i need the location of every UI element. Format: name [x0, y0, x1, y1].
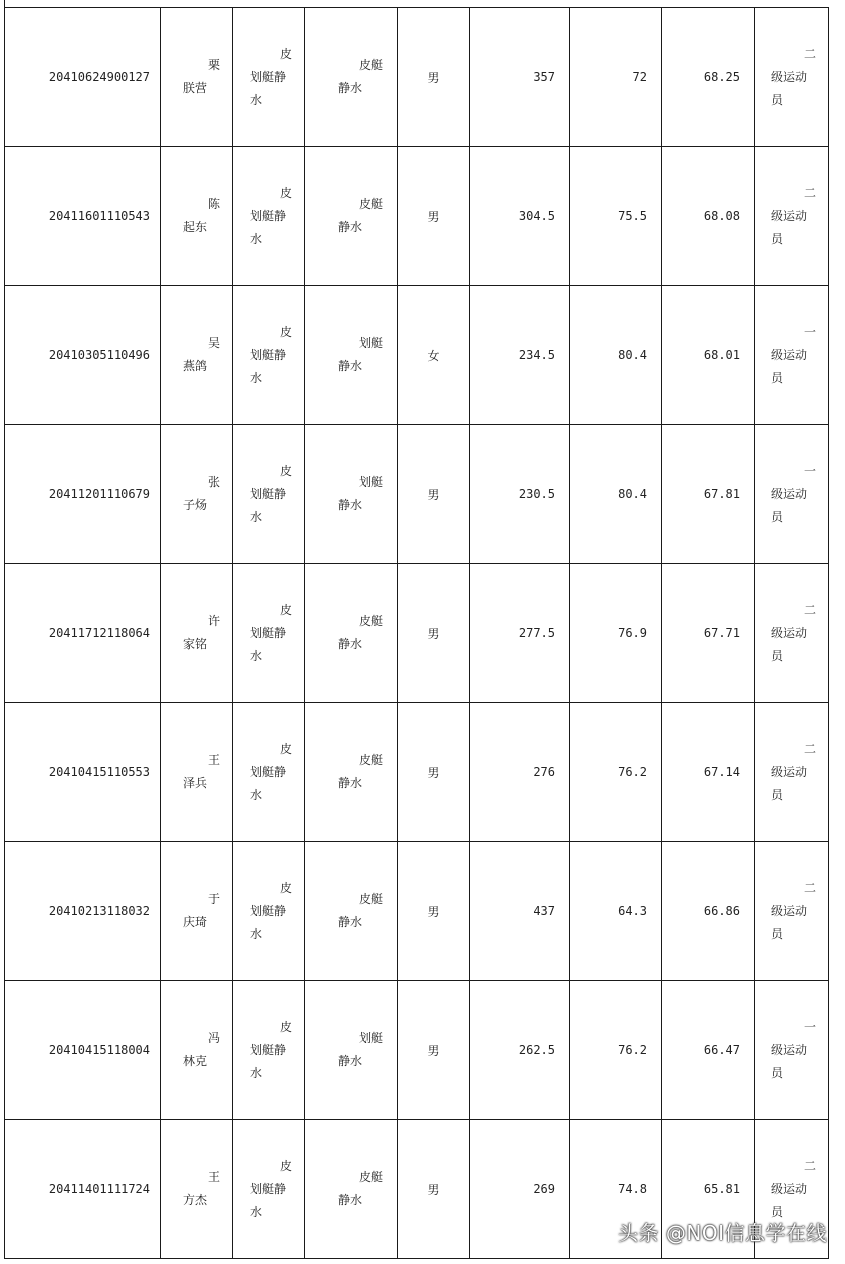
- cell-score: 234.5: [470, 286, 570, 425]
- cell-mark: 76.9: [570, 564, 662, 703]
- cell-category-line: 皮艇: [358, 1170, 383, 1184]
- cell-category-line: 静水: [338, 359, 363, 373]
- cell-event: [233, 842, 305, 981]
- cell-gender: 男: [398, 147, 470, 286]
- cell-event: [233, 425, 305, 564]
- cell-category: [305, 286, 398, 425]
- cell-total: 67.81: [662, 425, 755, 564]
- cell-level-line: 一: [803, 1019, 816, 1034]
- cell-event-line: 划艇静: [250, 1181, 287, 1196]
- cell-level-line: 一: [803, 324, 816, 339]
- cell-category-line: 静水: [338, 1193, 363, 1207]
- cell-name-line: 张: [207, 475, 220, 489]
- cell-total: 66.86: [662, 842, 755, 981]
- cell-event-line: 皮: [279, 880, 292, 895]
- cell-category-line: 静水: [338, 220, 363, 234]
- cell-total: 68.01: [662, 286, 755, 425]
- cell-name: [161, 425, 233, 564]
- cell-name-line: 王: [207, 753, 220, 767]
- cell-total: 65.81: [662, 1120, 755, 1259]
- table-body: [5, 8, 829, 1259]
- cell-mark: 80.4: [570, 286, 662, 425]
- cell-level-line: 级运动: [771, 347, 808, 362]
- cell-level-line: 级运动: [771, 1042, 808, 1057]
- cell-name: [161, 703, 233, 842]
- cell-gender: 男: [398, 8, 470, 147]
- cell-event-line: 皮: [279, 1019, 292, 1034]
- cell-level-line: 级运动: [771, 69, 808, 84]
- cell-total: 68.08: [662, 147, 755, 286]
- cell-event-line: 水: [250, 92, 263, 107]
- cell-event-line: 皮: [279, 324, 292, 339]
- cell-level-line: 员: [771, 1204, 784, 1219]
- cell-id: 20410415110553: [5, 703, 161, 842]
- cell-score: 437: [470, 842, 570, 981]
- cell-name-line: 冯: [207, 1031, 220, 1045]
- table-row: [5, 564, 829, 703]
- cell-score: 262.5: [470, 981, 570, 1120]
- cell-category: [305, 425, 398, 564]
- cell-id: 20410213118032: [5, 842, 161, 981]
- cell-mark: 64.3: [570, 842, 662, 981]
- table-row: [5, 703, 829, 842]
- watermark: 头条 @NOI信息学在线: [618, 1221, 827, 1245]
- cell-name: [161, 1120, 233, 1259]
- cell-event-line: 水: [250, 1065, 263, 1080]
- cell-level-line: 员: [771, 787, 784, 802]
- cell-name: [161, 842, 233, 981]
- cell-category: [305, 147, 398, 286]
- cell-name-line: 子炀: [183, 498, 208, 512]
- cell-name-line: 林克: [183, 1054, 208, 1068]
- cell-level: [755, 703, 829, 842]
- cell-event: [233, 1120, 305, 1259]
- cell-event-line: 划艇静: [250, 347, 287, 362]
- cell-event: [233, 564, 305, 703]
- cell-gender: 男: [398, 564, 470, 703]
- cell-category: [305, 703, 398, 842]
- cell-level-line: 员: [771, 1065, 784, 1080]
- cell-name: [161, 564, 233, 703]
- cell-event-line: 划艇静: [250, 208, 287, 223]
- cell-category: [305, 8, 398, 147]
- cell-name: [161, 286, 233, 425]
- cell-name-line: 栗: [207, 58, 220, 72]
- athlete-results-table: [4, 7, 829, 1259]
- cell-id: 20411401111724: [5, 1120, 161, 1259]
- cell-name-line: 陈: [207, 197, 220, 211]
- cell-category: [305, 981, 398, 1120]
- cell-level-line: 级运动: [771, 764, 808, 779]
- cell-category: [305, 564, 398, 703]
- cell-event-line: 水: [250, 926, 263, 941]
- cell-category-line: 皮艇: [358, 892, 383, 906]
- cell-event-line: 水: [250, 370, 263, 385]
- cell-event-line: 皮: [279, 46, 292, 61]
- table-top-edge: [4, 0, 829, 7]
- cell-event-line: 皮: [279, 463, 292, 478]
- cell-event-line: 水: [250, 1204, 263, 1219]
- cell-mark: 72: [570, 8, 662, 147]
- cell-level: [755, 8, 829, 147]
- cell-category-line: 划艇: [358, 336, 383, 350]
- cell-name-line: 方杰: [183, 1193, 208, 1207]
- cell-id: 20410624900127: [5, 8, 161, 147]
- cell-total: 66.47: [662, 981, 755, 1120]
- cell-event-line: 划艇静: [250, 625, 287, 640]
- cell-level-line: 级运动: [771, 625, 808, 640]
- cell-event-line: 划艇静: [250, 1042, 287, 1057]
- cell-total: 68.25: [662, 8, 755, 147]
- cell-event-line: 水: [250, 509, 263, 524]
- cell-event: [233, 703, 305, 842]
- cell-level-line: 级运动: [771, 486, 808, 501]
- cell-id: 20411712118064: [5, 564, 161, 703]
- cell-level-line: 员: [771, 370, 784, 385]
- cell-event-line: 皮: [279, 741, 292, 756]
- cell-score: 276: [470, 703, 570, 842]
- cell-event-line: 划艇静: [250, 486, 287, 501]
- cell-event: [233, 981, 305, 1120]
- cell-category: [305, 1120, 398, 1259]
- cell-id: 20410305110496: [5, 286, 161, 425]
- cell-name: [161, 147, 233, 286]
- cell-event-line: 水: [250, 231, 263, 246]
- cell-event-line: 划艇静: [250, 903, 287, 918]
- cell-category-line: 静水: [338, 915, 363, 929]
- cell-name-line: 许: [207, 614, 220, 628]
- cell-level-line: 级运动: [771, 903, 808, 918]
- cell-level-line: 二: [803, 46, 816, 61]
- cell-event-line: 皮: [279, 185, 292, 200]
- cell-level-line: 一: [803, 463, 816, 478]
- cell-name-line: 起东: [183, 220, 208, 234]
- cell-name-line: 燕鸽: [183, 359, 208, 373]
- cell-category-line: 皮艇: [358, 614, 383, 628]
- cell-category-line: 静水: [338, 498, 363, 512]
- cell-gender: 男: [398, 703, 470, 842]
- cell-mark: 76.2: [570, 703, 662, 842]
- cell-level-line: 员: [771, 926, 784, 941]
- cell-name-line: 吴: [207, 336, 220, 350]
- cell-name-line: 王: [207, 1170, 220, 1184]
- cell-event-line: 划艇静: [250, 764, 287, 779]
- cell-id: 20410415118004: [5, 981, 161, 1120]
- cell-level: [755, 425, 829, 564]
- cell-mark: 74.8: [570, 1120, 662, 1259]
- cell-id: 20411201110679: [5, 425, 161, 564]
- cell-event-line: 水: [250, 787, 263, 802]
- cell-id: 20411601110543: [5, 147, 161, 286]
- table-row: [5, 8, 829, 147]
- cell-level-line: 级运动: [771, 208, 808, 223]
- cell-level-line: 员: [771, 648, 784, 663]
- cell-level-line: 员: [771, 231, 784, 246]
- cell-category-line: 静水: [338, 1054, 363, 1068]
- table-row: [5, 981, 829, 1120]
- cell-name-line: 朕营: [183, 81, 208, 95]
- cell-gender: 男: [398, 1120, 470, 1259]
- cell-mark: 76.2: [570, 981, 662, 1120]
- cell-name: [161, 8, 233, 147]
- cell-event-line: 水: [250, 648, 263, 663]
- table-row: [5, 286, 829, 425]
- cell-level-line: 二: [803, 741, 816, 756]
- cell-total: 67.14: [662, 703, 755, 842]
- cell-gender: 男: [398, 981, 470, 1120]
- cell-level: [755, 147, 829, 286]
- cell-name-line: 泽兵: [183, 776, 208, 790]
- cell-category-line: 皮艇: [358, 58, 383, 72]
- cell-level: [755, 842, 829, 981]
- cell-gender: 女: [398, 286, 470, 425]
- cell-score: 230.5: [470, 425, 570, 564]
- cell-category: [305, 842, 398, 981]
- cell-score: 277.5: [470, 564, 570, 703]
- cell-category-line: 皮艇: [358, 753, 383, 767]
- cell-event: [233, 286, 305, 425]
- cell-level-line: 二: [803, 602, 816, 617]
- cell-name-line: 家铭: [183, 637, 208, 651]
- cell-level: [755, 286, 829, 425]
- cell-level-line: 二: [803, 185, 816, 200]
- table-row: [5, 842, 829, 981]
- cell-level-line: 级运动: [771, 1181, 808, 1196]
- cell-category-line: 划艇: [358, 475, 383, 489]
- cell-level: [755, 564, 829, 703]
- cell-category-line: 静水: [338, 776, 363, 790]
- cell-score: 304.5: [470, 147, 570, 286]
- cell-gender: 男: [398, 842, 470, 981]
- cell-event: [233, 8, 305, 147]
- cell-gender: 男: [398, 425, 470, 564]
- cell-category-line: 皮艇: [358, 197, 383, 211]
- cell-name: [161, 981, 233, 1120]
- cell-level: [755, 981, 829, 1120]
- cell-event-line: 皮: [279, 1158, 292, 1173]
- table-row: [5, 425, 829, 564]
- cell-category-line: 静水: [338, 81, 363, 95]
- cell-mark: 75.5: [570, 147, 662, 286]
- cell-name-line: 庆琦: [183, 915, 208, 929]
- cell-category-line: 静水: [338, 637, 363, 651]
- cell-event-line: 划艇静: [250, 69, 287, 84]
- cell-level-line: 员: [771, 509, 784, 524]
- cell-level-line: 二: [803, 1158, 816, 1173]
- cell-level-line: 员: [771, 92, 784, 107]
- cell-event: [233, 147, 305, 286]
- cell-category-line: 划艇: [358, 1031, 383, 1045]
- cell-event-line: 皮: [279, 602, 292, 617]
- cell-level-line: 二: [803, 880, 816, 895]
- cell-name-line: 于: [207, 892, 220, 906]
- cell-mark: 80.4: [570, 425, 662, 564]
- cell-score: 269: [470, 1120, 570, 1259]
- cell-total: 67.71: [662, 564, 755, 703]
- table-row: [5, 147, 829, 286]
- cell-score: 357: [470, 8, 570, 147]
